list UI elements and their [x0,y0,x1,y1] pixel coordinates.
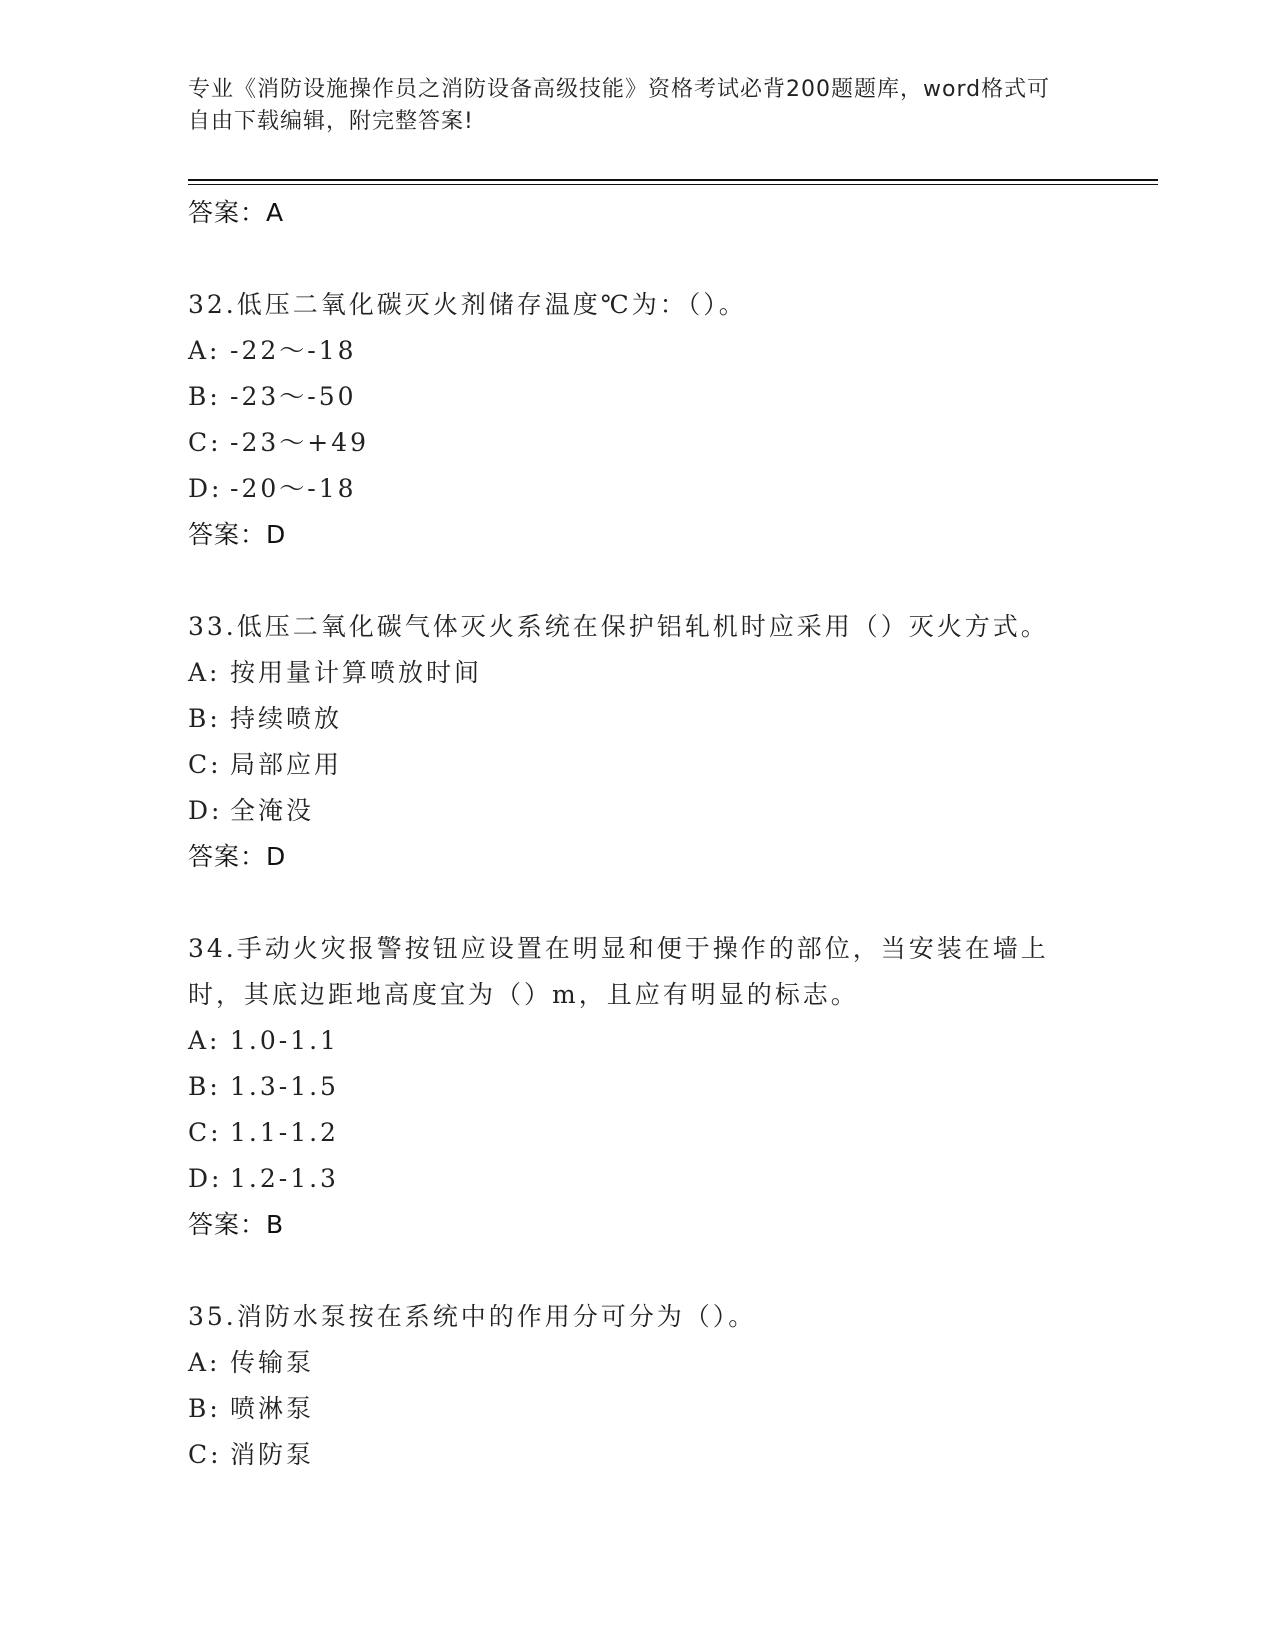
option-text: 消防泵 [230,1440,315,1469]
answer-line: 答案：D [188,842,287,871]
option-item [188,788,1088,834]
option-letter: B: [188,1072,221,1101]
option-item [188,1340,1088,1386]
option-text: 局部应用 [230,750,343,779]
option-item [188,466,1088,512]
option-item [188,742,1088,788]
question-stem: 33.低压二氧化碳气体灭火系统在保护铝轧机时应采用（）灭火方式。 [188,612,1049,641]
option-item [188,374,1088,420]
option-text: 1.0-1.1 [230,1026,339,1055]
option-text: 按用量计算喷放时间 [230,658,483,687]
option-item [188,1064,1088,1110]
option-item [188,1386,1088,1432]
option-text: 持续喷放 [230,704,343,733]
option-text: 1.3-1.5 [230,1072,339,1101]
option-text: 传输泵 [230,1348,315,1377]
option-item [188,1110,1088,1156]
option-text: 喷淋泵 [230,1394,315,1423]
option-letter: A: [188,1026,221,1055]
option-letter: D: [188,796,223,825]
option-text: 1.2-1.3 [230,1164,339,1193]
option-text: -23～-50 [230,382,357,411]
option-letter: D: [188,1164,223,1193]
option-letter: A: [188,658,221,687]
option-item [188,1156,1088,1202]
option-item [188,650,1088,696]
header-divider-thin [188,184,1158,185]
option-letter: A: [188,336,221,365]
option-letter: B: [188,382,221,411]
option-text: -20～-18 [230,474,357,503]
option-item [188,1432,1088,1478]
header-divider-thick [188,179,1158,181]
question-stem: 35.消防水泵按在系统中的作用分可分为（）。 [188,1302,757,1331]
answer-line: 答案：B [188,1210,285,1239]
option-item [188,1018,1088,1064]
option-item [188,328,1088,374]
option-letter: C: [188,428,222,457]
option-letter: C: [188,1118,222,1147]
option-text: -22～-18 [230,336,357,365]
question-stem: 32.低压二氧化碳灭火剂储存温度℃为：（）。 [188,290,747,319]
option-letter: A: [188,1348,221,1377]
question-list [188,190,1088,1478]
option-text: 1.1-1.2 [230,1118,339,1147]
document-header: 专业《消防设施操作员之消防设备高级技能》资格考试必背200题题库，word格式可自由下载编辑，附完整答案! [188,77,1051,134]
option-letter: C: [188,1440,222,1469]
option-item [188,696,1088,742]
option-letter: B: [188,704,221,733]
answer-line: 答案：D [188,520,287,549]
option-letter: D: [188,474,223,503]
question-stem: 34.手动火灾报警按钮应设置在明显和便于操作的部位，当安装在墙上时，其底边距地高度宜为（）m，且应有明显的标志。 [188,934,1049,1009]
option-letter: C: [188,750,222,779]
option-text: 全淹没 [230,796,315,825]
answer-line: 答案：A [188,198,285,227]
option-item [188,420,1088,466]
option-text: -23～+49 [230,428,370,457]
option-letter: B: [188,1394,221,1423]
